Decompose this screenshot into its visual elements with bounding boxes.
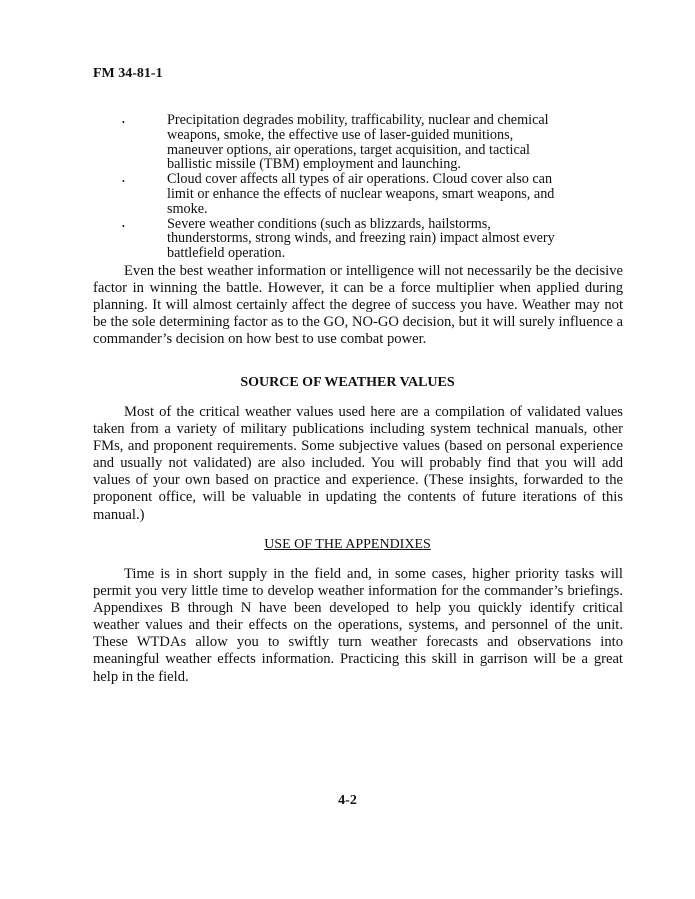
page-number: 4-2 xyxy=(338,793,357,808)
bullet-item-severe-weather xyxy=(118,217,558,261)
section-heading-source: SOURCE OF WEATHER VALUES xyxy=(240,375,455,390)
bullet-text: Severe weather conditions (such as blizzards, hailstorms, thunderstorms, strong winds, and freezing rain) impact almost every battlefield operation. xyxy=(167,215,555,262)
bullet-marker: • xyxy=(122,118,125,127)
section-heading-appendixes: USE OF THE APPENDIXES xyxy=(264,537,431,552)
bullet-item-cloud-cover xyxy=(118,172,558,216)
intro-paragraph: Even the best weather information or intelligence will not necessarily be the decisive factor in winning the battle. However, it can be a force multiplier when applied during planning. It will almost certainly affect the degree of success you have. Weather may not be the sole determining factor as to the GO, NO-GO decision, but it will surely influence a commander’s decision on how best to use combat power. xyxy=(93,263,623,348)
bullet-list xyxy=(118,113,558,261)
bullet-item-precipitation xyxy=(118,113,558,172)
bullet-text: Cloud cover affects all types of air operations. Cloud cover also can limit or enhance the effects of nuclear weapons, smart weapons, and smoke. xyxy=(167,171,555,217)
source-paragraph: Most of the critical weather values used here are a compilation of validated values taken from a variety of military publications including system technical manuals, other FMs, and proponent requirements. Some subjective values (based on personal experience and usually not validated) are also included. You will probably find that you will add values of your own based on practice and experience. (These insights, forwarded to the proponent office, will be valuable in updating the contents of future iterations of this manual.) xyxy=(93,404,623,523)
document-id: FM 34-81-1 xyxy=(93,66,163,81)
appendixes-paragraph: Time is in short supply in the field and, in some cases, higher priority tasks will permit you very little time to develop weather information for the commander’s briefings. Appendixes B through N have been developed to help you quickly identify critical weather values and their effects on the operations, systems, and personnel of the unit. These WTDAs allow you to swiftly turn weather forecasts and observations into meaningful weather effects information. Practicing this skill in garrison will be a great help in the field. xyxy=(93,566,623,685)
bullet-text: Precipitation degrades mobility, trafficability, nuclear and chemical weapons, smoke, the effective use of laser-guided munitions, maneuver options, air operations, target acquisition, and tactical ballistic missile (TBM) employment and launching. xyxy=(167,112,549,173)
bullet-marker: • xyxy=(122,221,125,231)
bullet-marker: • xyxy=(122,177,125,187)
